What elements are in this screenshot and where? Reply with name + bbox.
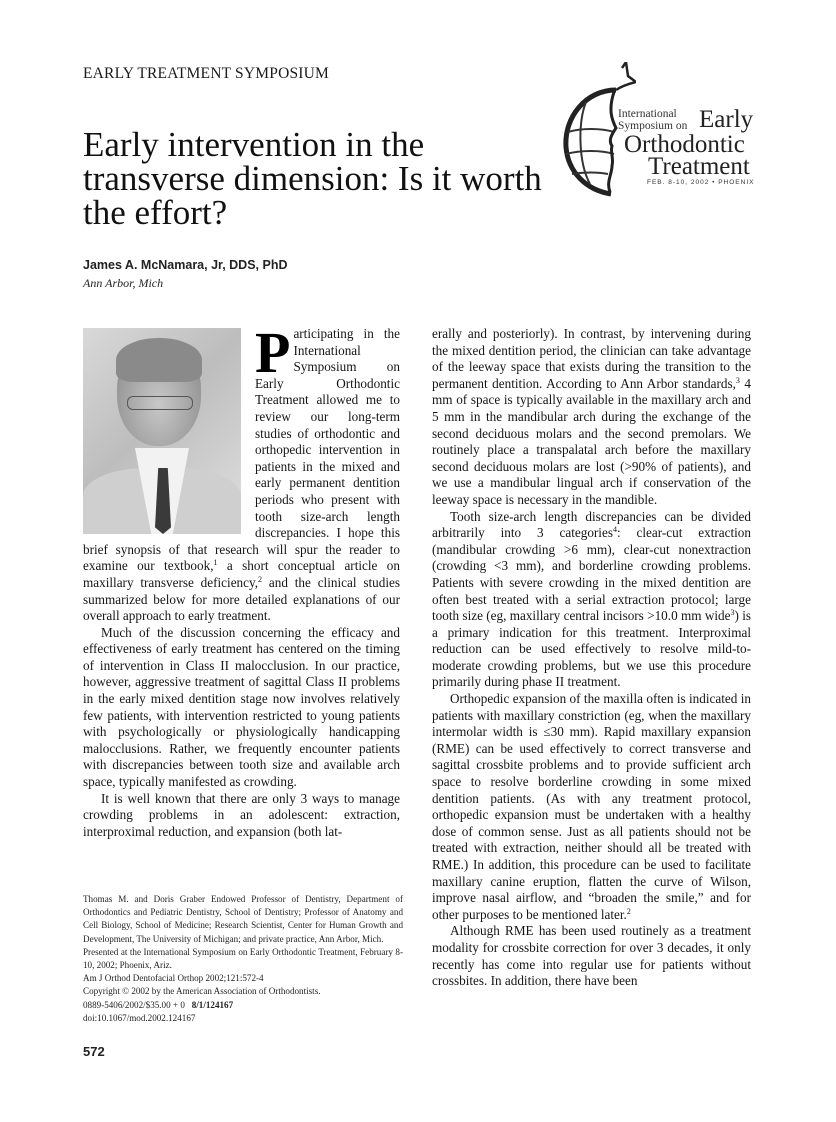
- footnote-affiliation: Thomas M. and Doris Graber Endowed Professor of Dentistry, Department of Orthodontics and Pediatric Dentistry, School of Dentistry; Professor of Anatomy and Cell Biology, School of Medicine; Research Scientist, Center for Human Growth and Development, The University of Michigan; and private practice, Ann Arbor, Mich.: [83, 894, 403, 944]
- footnote-doi: doi:10.1067/mod.2002.124167: [83, 1012, 196, 1023]
- paragraph: Tooth size-arch length discrepancies can be divided arbitrarily into 3 categories$^4$: clear-cut extraction (mandibular crowding >6 mm), clear-cut nonextraction (crowding <3 mm), and borderline crowding problems. Patients with severe crowding in the mixed dentition are often best treated with a serial extraction protocol; large tooth size (eg, maxillary central incisors >10.0 mm wide$^3$) is a primary indication for this treatment. Interproximal reduction can be used effectively to resolve mild-to-moderate crowding problems, but we use this procedure primarily during phase II treatment.: [432, 508, 751, 690]
- author-affiliation: Ann Arbor, Mich: [83, 276, 164, 290]
- paragraph: Although RME has been used routinely as a treatment modality for crossbite correction for over 3 decades, it only recently has come into regular use for patients without crossbites. In addition, there have been: [432, 923, 751, 989]
- logo-line-symposium: Symposium on: [618, 120, 688, 132]
- footnote-issn: 0889-5406/2002/$35.00 + 0 8/1/124167: [83, 999, 234, 1010]
- logo-line-international: International: [618, 108, 677, 120]
- paragraph-continued: erally and posteriorly). In contrast, by intervening during the mixed dentition period, the clinician can take advantage of the leeway space that exists during the transition to the permanent dentition. According to Ann Arbor standards,$^3$ 4 mm of space is typically available in the maxillary arch and 5 mm in the mandibular arch during the exchange of the second deciduous molars and the second premolars. We routinely place a transpalatal arch before the maxillary second deciduous molars are lost (>90% of patients), and we use a mandibular lingual arch if conservation of the leeway space is necessary in the mandible.: [432, 326, 752, 507]
- drop-cap: P: [255, 320, 291, 385]
- footnote-presented: Presented at the International Symposium on Early Orthodontic Treatment, February 8-10, 2002; Phoenix, Ariz.: [83, 946, 403, 971]
- symposium-logo: [556, 62, 766, 197]
- reference-marker: 3: [735, 375, 740, 385]
- paragraph-split-start: It is well known that there are only 3 ways to manage crowding problems in an adolescent: extraction, interproximal reduction, and expansion (both lat-: [83, 790, 400, 839]
- running-head: EARLY TREATMENT SYMPOSIUM: [83, 65, 330, 82]
- reference-marker: 2: [626, 906, 631, 916]
- column-right: [432, 326, 751, 990]
- page-number: 572: [83, 1044, 105, 1059]
- author-name: James A. McNamara, Jr, DDS, PhD: [83, 258, 288, 272]
- paragraph: Much of the discussion concerning the efficacy and effectiveness of early treatment has centered on the timing of intervention in Class II malocclusion. In our practice, however, aggressive treatment of sagittal Class II problems in the early mixed dentition stage now involves relatively few patients, with intervention restricted to young patients with psychologically or physiologically handicapping malocclusions. Rather, we frequently encounter patients with discrepancies between tooth size and available arch space, typically manifested as crowding.: [83, 624, 400, 790]
- paragraph: Orthopedic expansion of the maxilla often is indicated in patients with maxillary constriction (eg, when the maxillary intermolar width is ≤30 mm). Rapid maxillary expansion (RME) can be used effectively to correct transverse and sagittal crossbite problems and to provide sufficient arch space to resolve borderline crowding in some mixed dentition patients. (As with any treatment protocol, orthopedic expansion must be undertaken with a healthy dose of common sense. Just as all patients should not be treated with extraction, neither should all be treated with RME.) In addition, this procedure can be used to facilitate maxillary canine eruption, flatten the curve of Wilson, improve nasal airflow, and “broaden the smile,” and for other purposes to be mentioned later.$^2$: [432, 691, 751, 922]
- paragraph-intro: Participating in the International Symposium on Early Orthodontic Treatment allowed me to review our long-term studies of orthodontic and orthopedic intervention in patients in the mixed and early permanent dentition periods who present with tooth size-arch length discrepancies. I hope this brief synopsis of that research will spur the reader to examine our textbook,$^1$ a short conceptual article on maxillary transverse deficiency,$^2$ and the clinical studies summarized below for more detailed explanations of our overall approach to early treatment.: [83, 320, 400, 624]
- logo-word-early: Early: [699, 106, 754, 133]
- footnote-copyright: Copyright © 2002 by the American Association of Orthodontists.: [83, 986, 321, 997]
- logo-date: FEB. 8-10, 2002 • PHOENIX: [647, 179, 755, 186]
- logo-word-orthodontic: Orthodontic: [624, 131, 745, 158]
- footnote-block: [83, 893, 403, 1025]
- reference-marker: 4: [612, 525, 617, 535]
- column-left: [83, 320, 400, 840]
- reference-marker: 2: [258, 574, 263, 584]
- author-photo: [83, 328, 241, 534]
- logo-word-treatment: Treatment: [648, 153, 750, 180]
- footnote-citation: Am J Orthod Dentofacial Orthop 2002;121:572-4: [83, 973, 264, 984]
- reference-marker: 3: [730, 608, 735, 618]
- reference-marker: 1: [213, 558, 218, 568]
- article-title: Early intervention in the transverse dimension: Is it worth the effort?: [83, 125, 542, 232]
